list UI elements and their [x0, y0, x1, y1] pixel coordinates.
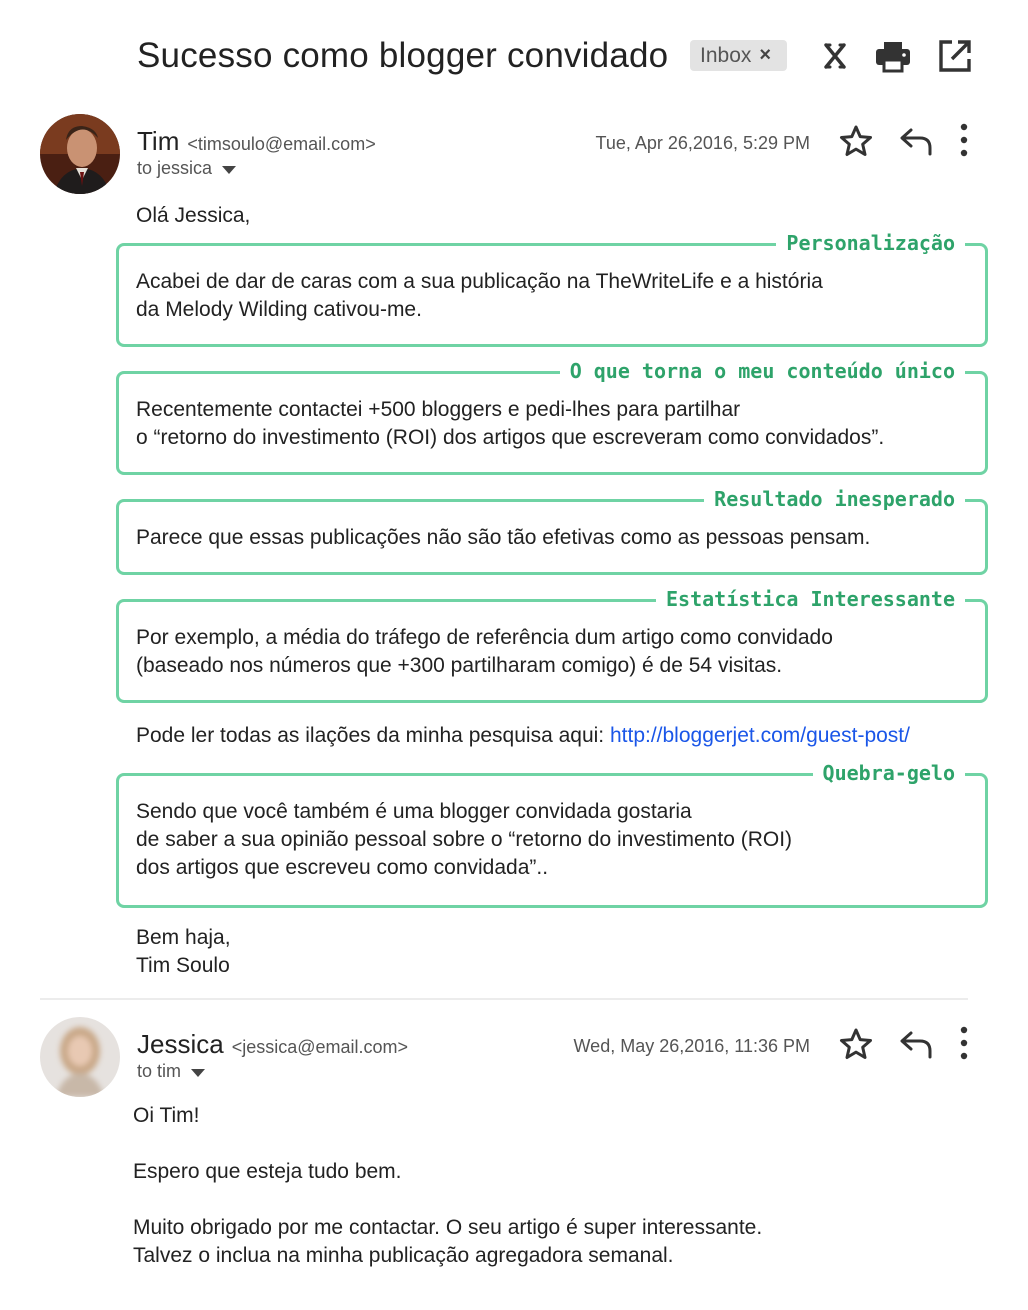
- callout-label: O que torna o meu conteúdo único: [560, 357, 965, 385]
- open-in-new-icon[interactable]: [935, 36, 975, 76]
- callout-text: Parece que essas publicações não são tão efetivas como as pessoas pensam.: [136, 526, 871, 549]
- inbox-label-chip[interactable]: [690, 40, 787, 71]
- recipient-text: to jessica: [137, 158, 213, 178]
- subject-row: [0, 0, 1028, 110]
- avatar-tim[interactable]: [40, 114, 120, 194]
- message-date-tim: Tue, Apr 26,2016, 5:29 PM: [595, 133, 810, 153]
- reply-line-2: Espero que esteja tudo bem.: [133, 1160, 402, 1183]
- callout-unique-content: [116, 359, 988, 475]
- reply-icon[interactable]: [898, 123, 934, 159]
- research-link[interactable]: http://bloggerjet.com/guest-post/: [609, 724, 910, 747]
- callout-text: Acabei de dar de caras com a sua publicação na TheWriteLife e a história da Melody Wilding cativou-me.: [136, 270, 823, 321]
- star-icon[interactable]: [838, 123, 874, 159]
- recipient-line-jessica[interactable]: [137, 1061, 205, 1082]
- star-icon[interactable]: [838, 1026, 874, 1062]
- caret-down-icon[interactable]: [191, 1069, 205, 1077]
- remove-label-icon[interactable]: ×: [759, 44, 772, 66]
- close-x-icon[interactable]: [815, 36, 855, 76]
- callout-unexpected-result: [116, 487, 988, 575]
- callout-label: Personalização: [776, 229, 965, 257]
- sender-name-jessica: [137, 1029, 408, 1060]
- callout-text: Recentemente contactei +500 bloggers e pedi-lhes para partilhar o “retorno do investimento (ROI) dos artigos que escreveram como convidados”.: [136, 398, 885, 449]
- callout-text: Por exemplo, a média do tráfego de referência dum artigo como convidado (baseado nos números que +300 partilharam comigo) é de 54 visitas.: [136, 626, 833, 677]
- greeting-tim: Olá Jessica,: [136, 204, 251, 227]
- research-text: Pode ler todas as ilações da minha pesquisa aqui:: [136, 724, 610, 747]
- research-line: [136, 722, 910, 750]
- recipient-text: to tim: [137, 1061, 182, 1081]
- reply-line-1: Oi Tim!: [133, 1104, 200, 1127]
- sender-name-text: Tim: [137, 126, 180, 156]
- email-subject: Sucesso como blogger convidado: [137, 36, 669, 75]
- signoff-tim: Bem haja, Tim Soulo: [136, 926, 231, 977]
- more-vert-icon[interactable]: [946, 1025, 982, 1061]
- reply-icon[interactable]: [898, 1026, 934, 1062]
- sender-email-jessica: <jessica@email.com>: [231, 1037, 409, 1057]
- callout-label: Quebra-gelo: [813, 759, 965, 787]
- more-vert-icon[interactable]: [946, 122, 982, 158]
- inbox-label-text: Inbox: [700, 43, 752, 67]
- callout-label: Estatística Interessante: [656, 585, 965, 613]
- callout-text: Sendo que você também é uma blogger convidada gostaria de saber a sua opinião pessoal sobre o “retorno do investimento (ROI) dos artigos que escreveu como convidada”..: [136, 800, 793, 879]
- sender-name-tim: [137, 126, 376, 157]
- message-date-jessica: Wed, May 26,2016, 11:36 PM: [573, 1036, 810, 1056]
- reply-line-3: Muito obrigado por me contactar. O seu artigo é super interessante. Talvez o inclua na minha publicação agregadora semanal.: [133, 1216, 763, 1267]
- sender-name-text: Jessica: [137, 1029, 224, 1059]
- avatar-jessica[interactable]: [40, 1017, 120, 1097]
- callout-personalization: [116, 231, 988, 347]
- recipient-line-tim[interactable]: [137, 158, 236, 179]
- print-icon[interactable]: [873, 36, 913, 76]
- caret-down-icon[interactable]: [222, 166, 236, 174]
- callout-interesting-stat: [116, 587, 988, 703]
- callout-label: Resultado inesperado: [704, 485, 965, 513]
- message-divider: [40, 998, 968, 1000]
- callout-icebreaker: [116, 761, 988, 908]
- sender-email-tim: <timsoulo@email.com>: [187, 134, 376, 154]
